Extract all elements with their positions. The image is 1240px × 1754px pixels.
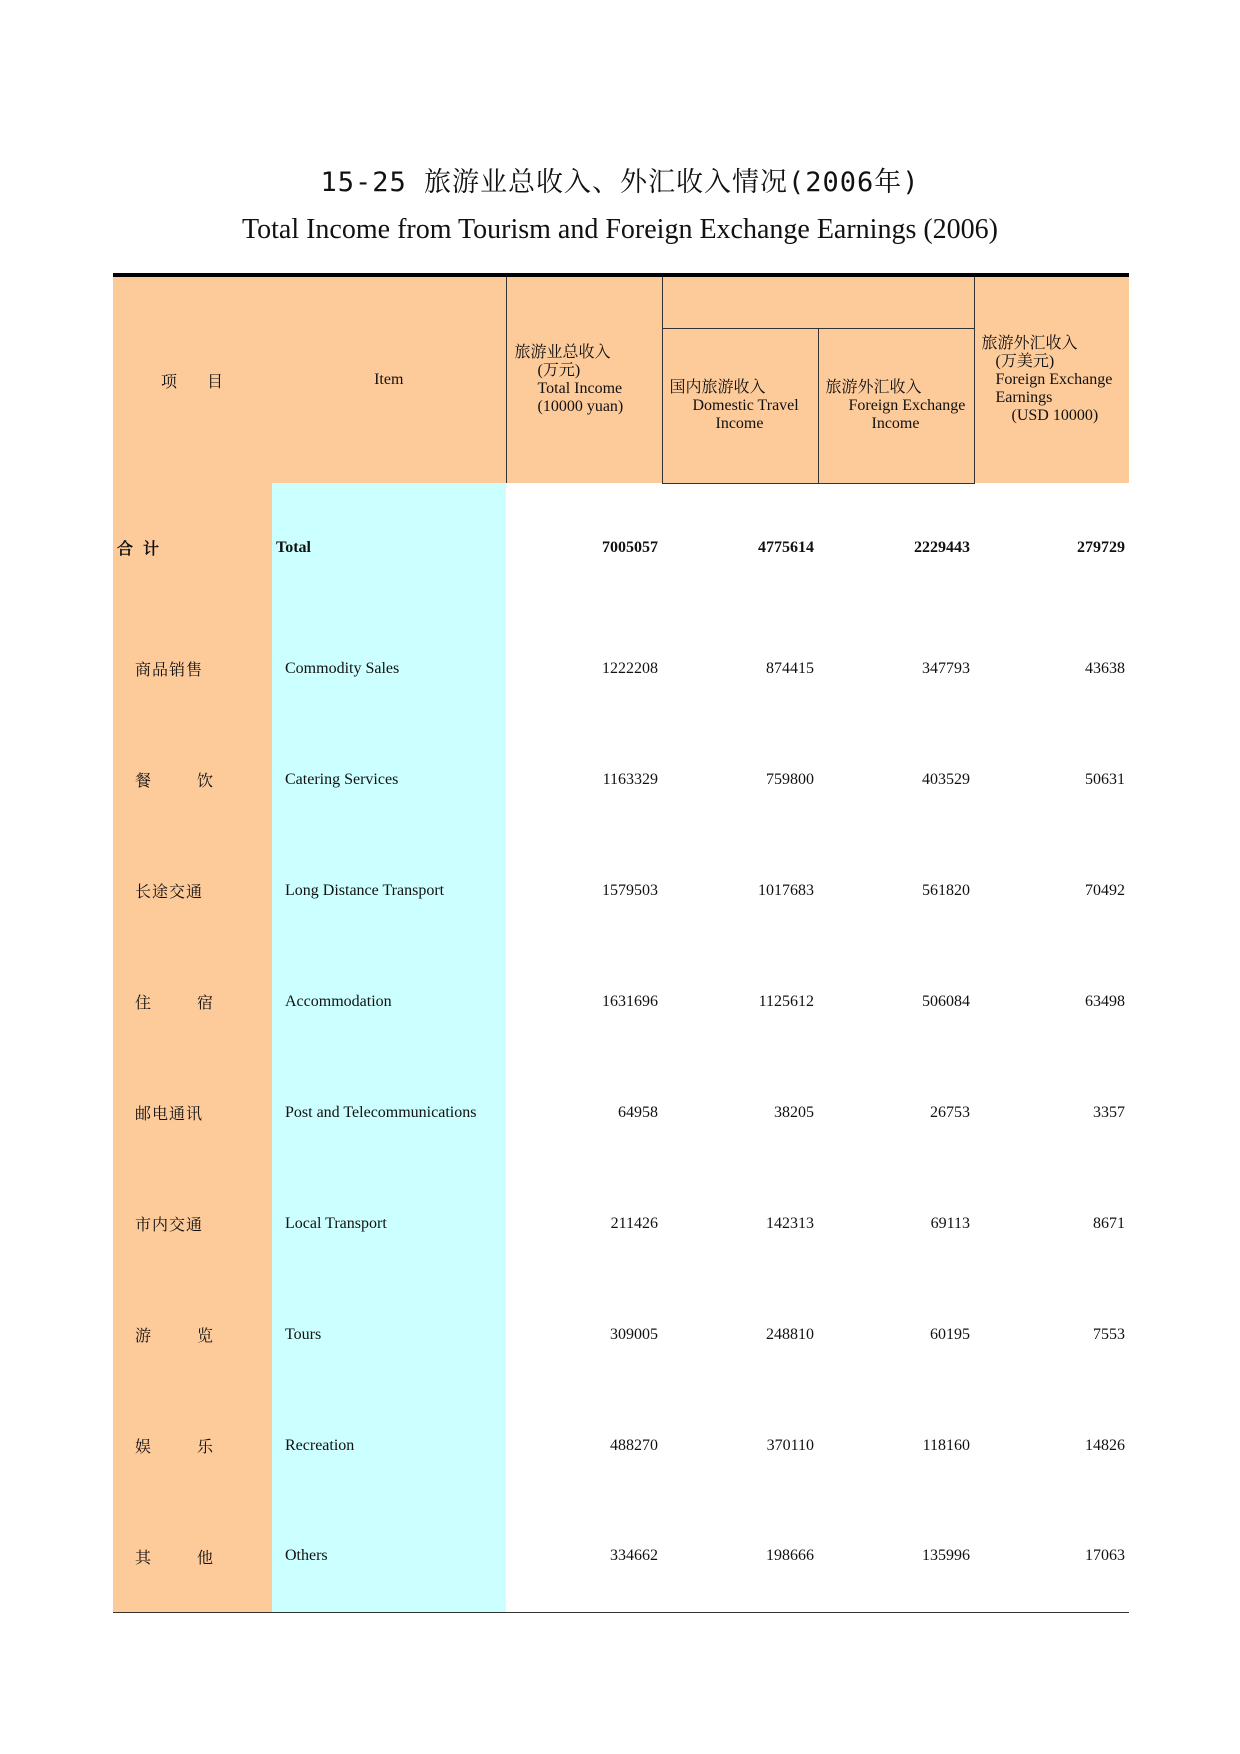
- table-row: [113, 613, 1129, 724]
- row-domestic-income: 4775614: [758, 538, 814, 556]
- row-foreign-income: 506084: [922, 992, 970, 1010]
- row-item-cn: 市内交通: [113, 1168, 272, 1279]
- row-item-cn: 其他: [113, 1501, 272, 1612]
- row-fx-earnings: 50631: [1085, 770, 1125, 788]
- row-item-en: Accommodation: [272, 946, 506, 1057]
- header-total-income-en1: Total Income: [537, 380, 623, 397]
- row-total-income: 211426: [610, 1214, 658, 1232]
- header-fx-earnings-en3: (USD 10000): [1011, 407, 1099, 424]
- row-item-cn: 游览: [113, 1279, 272, 1390]
- header-total-income-en2: (10000 yuan): [537, 398, 624, 415]
- row-domestic-income: 38205: [774, 1103, 814, 1121]
- row-item-cn: 餐饮: [113, 724, 272, 835]
- row-domestic-income: 248810: [766, 1325, 814, 1343]
- header-item-en: Item: [272, 275, 506, 483]
- row-domestic-income: 759800: [766, 770, 814, 788]
- table-row: [113, 1501, 1129, 1612]
- row-total-income: 1163329: [602, 770, 658, 788]
- row-foreign-income: 135996: [818, 1501, 974, 1612]
- row-domestic-income: 1017683: [758, 881, 814, 899]
- table-row: [113, 1057, 1129, 1168]
- table-row-total: [113, 483, 1129, 613]
- header-row-top: [113, 275, 1129, 328]
- table-row: [113, 724, 1129, 835]
- row-item-en: Total: [272, 483, 506, 613]
- header-fx-earnings-cn: 旅游外汇收入: [981, 335, 1078, 352]
- row-fx-earnings: 14826: [1085, 1436, 1125, 1454]
- header-foreign-income-cn: 旅游外汇收入: [825, 378, 922, 396]
- row-domestic-income: 1125612: [758, 992, 814, 1010]
- header-total-income: [506, 275, 662, 483]
- row-foreign-income: 69113: [930, 1214, 970, 1232]
- row-foreign-income: 26753: [930, 1103, 970, 1121]
- row-total-income: 334662: [506, 1501, 662, 1612]
- row-item-cn: 商品销售: [113, 613, 272, 724]
- table-row: [113, 1390, 1129, 1501]
- row-item-cn: 长途交通: [113, 835, 272, 946]
- row-item-en: Local Transport: [272, 1168, 506, 1279]
- table-row: [113, 835, 1129, 946]
- header-fx-earnings-en2: Earnings: [995, 389, 1053, 406]
- row-domestic-income: 142313: [766, 1214, 814, 1232]
- header-group-blank: [662, 275, 974, 328]
- table-row: [113, 946, 1129, 1057]
- row-item-en: Others: [272, 1501, 506, 1612]
- header-foreign-income-en2: Income: [871, 414, 920, 432]
- page-title-cn: 15-25 旅游业总收入、外汇收入情况(2006年): [320, 167, 920, 198]
- row-fx-earnings: 8671: [1093, 1214, 1125, 1232]
- row-item-cn: 娱乐: [113, 1390, 272, 1501]
- header-domestic-en1: Domestic Travel: [692, 396, 799, 414]
- header-domestic: [662, 328, 818, 483]
- header-domestic-en2: Income: [715, 414, 764, 432]
- header-domestic-cn: 国内旅游收入: [669, 378, 766, 396]
- row-fx-earnings: 17063: [974, 1501, 1129, 1612]
- row-foreign-income: 347793: [922, 659, 970, 677]
- header-item-cn: 项目: [113, 275, 272, 483]
- table-body: [113, 483, 1129, 1612]
- row-item-en: Commodity Sales: [272, 613, 506, 724]
- row-item-en: Post and Telecommunications: [272, 1057, 506, 1168]
- tourism-income-table: [113, 273, 1129, 1613]
- row-fx-earnings: 63498: [1085, 992, 1125, 1010]
- row-foreign-income: 2229443: [914, 538, 970, 556]
- row-foreign-income: 403529: [922, 770, 970, 788]
- row-total-income: 309005: [610, 1325, 658, 1343]
- row-item-cn: 住宿: [113, 946, 272, 1057]
- row-foreign-income: 118160: [922, 1436, 970, 1454]
- row-domestic-income: 370110: [766, 1436, 814, 1454]
- header-foreign-income: [818, 328, 974, 483]
- row-fx-earnings: 43638: [1085, 659, 1125, 677]
- row-total-income: 7005057: [602, 538, 658, 556]
- table-row: [113, 1168, 1129, 1279]
- row-item-en: Catering Services: [272, 724, 506, 835]
- table-row: [113, 1279, 1129, 1390]
- row-foreign-income: 60195: [930, 1325, 970, 1343]
- header-fx-earnings: [974, 275, 1129, 483]
- header-total-income-unit: (万元): [537, 362, 581, 379]
- row-item-en: Tours: [272, 1279, 506, 1390]
- row-item-cn: 邮电通讯: [113, 1057, 272, 1168]
- row-foreign-income: 561820: [922, 881, 970, 899]
- row-item-cn: 合计: [113, 483, 272, 613]
- header-fx-earnings-unit: (万美元): [995, 353, 1055, 370]
- row-total-income: 64958: [618, 1103, 658, 1121]
- row-fx-earnings: 279729: [1077, 538, 1125, 556]
- row-domestic-income: 198666: [662, 1501, 818, 1612]
- row-total-income: 1222208: [602, 659, 658, 677]
- row-fx-earnings: 7553: [1093, 1325, 1125, 1343]
- row-item-en: Long Distance Transport: [272, 835, 506, 946]
- row-item-en: Recreation: [272, 1390, 506, 1501]
- row-domestic-income: 874415: [766, 659, 814, 677]
- page-title-en: Total Income from Tourism and Foreign Exchange Earnings (2006): [241, 214, 999, 245]
- tourism-income-table-container: [113, 273, 1129, 1613]
- row-total-income: 1631696: [602, 992, 658, 1010]
- row-total-income: 488270: [610, 1436, 658, 1454]
- header-total-income-cn: 旅游业总收入: [514, 344, 611, 361]
- row-fx-earnings: 3357: [1093, 1103, 1125, 1121]
- row-total-income: 1579503: [602, 881, 658, 899]
- header-foreign-income-en1: Foreign Exchange: [848, 396, 966, 414]
- header-fx-earnings-en1: Foreign Exchange: [995, 371, 1113, 388]
- row-fx-earnings: 70492: [1085, 881, 1125, 899]
